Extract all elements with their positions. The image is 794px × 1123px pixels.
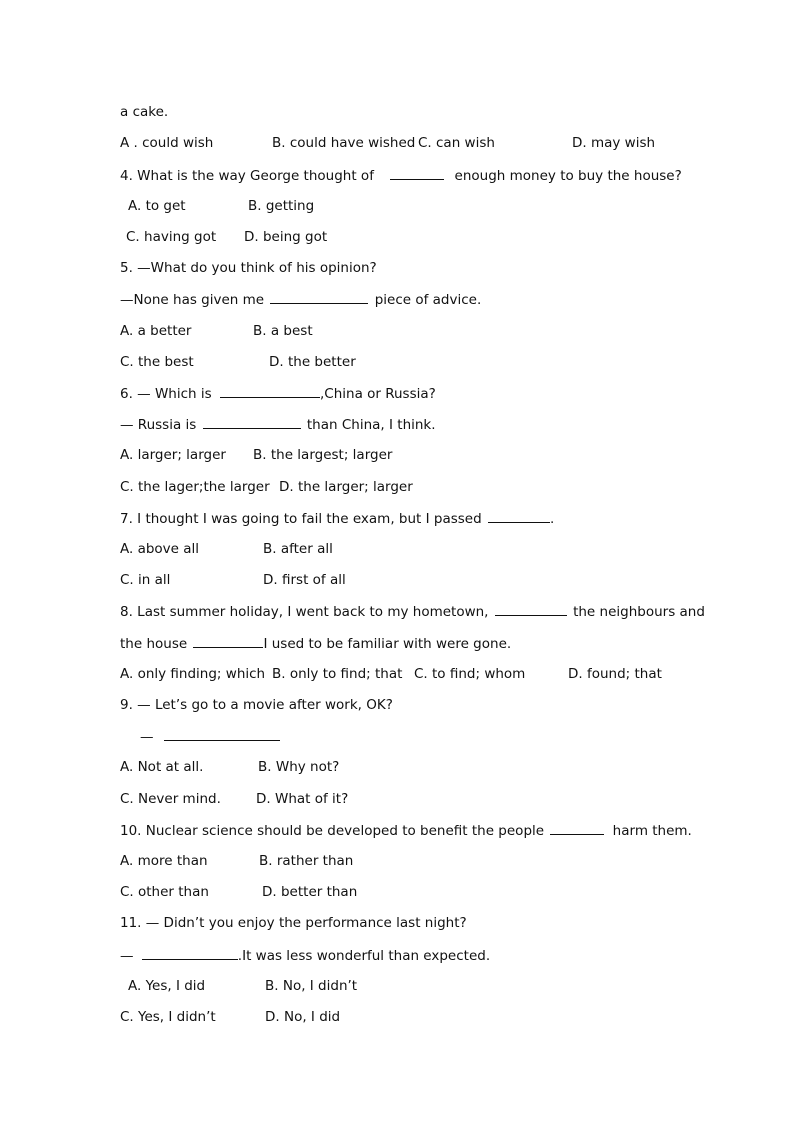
question-8-stem-line-1: [120, 602, 705, 621]
option-c: C. Never mind.: [120, 791, 221, 807]
question-9-stem: 9. — Let’s go to a movie after work, OK?: [120, 697, 393, 713]
option-a: A. a better: [120, 323, 192, 339]
option-d: D. better than: [262, 884, 358, 900]
stem-text: piece of advice.: [374, 292, 482, 308]
option-b: B. could have wished: [272, 135, 416, 151]
option-b: B. a best: [253, 323, 313, 339]
answer-blank: [270, 290, 368, 304]
answer-blank: [142, 946, 238, 960]
option-a: A. only finding; which: [120, 666, 266, 682]
stem-text: the neighbours and: [573, 604, 705, 620]
question-5-reply: [120, 290, 481, 309]
option-a: A. to get: [128, 198, 186, 214]
stem-text: 10. Nuclear science should be developed to benefit the people: [120, 823, 545, 839]
option-d: D. found; that: [568, 666, 662, 682]
option-d: D. What of it?: [256, 791, 349, 807]
option-b: B. the largest; larger: [253, 447, 393, 463]
answer-blank: [220, 384, 320, 398]
question-9-reply: [140, 727, 280, 746]
option-d: D. the better: [269, 354, 356, 370]
question-6-reply: [120, 415, 436, 434]
stem-text: .It was less wonderful than expected.: [237, 948, 491, 964]
stem-text: 6. — Which is: [120, 386, 212, 402]
option-d: D. No, I did: [265, 1009, 341, 1025]
stem-text: ,China or Russia?: [319, 386, 436, 402]
answer-blank: [164, 727, 280, 741]
option-c: C. Yes, I didn’t: [120, 1009, 216, 1025]
option-b: B. after all: [263, 541, 333, 557]
stem-text: than China, I think.: [306, 417, 436, 433]
question-11-stem: 11. — Didn’t you enjoy the performance last night?: [120, 915, 467, 931]
option-b: B. Why not?: [258, 759, 340, 775]
stem-text: enough money to buy the house?: [454, 168, 682, 184]
stem-text: harm them.: [612, 823, 692, 839]
question-11-reply: [120, 946, 490, 965]
question-8-stem-line-2: [120, 634, 511, 653]
option-a: A. above all: [120, 541, 200, 557]
stem-text: .: [549, 511, 555, 527]
option-b: B. rather than: [259, 853, 354, 869]
option-b: B. No, I didn’t: [265, 978, 358, 994]
option-a: A. Yes, I did: [128, 978, 206, 994]
option-c: C. other than: [120, 884, 209, 900]
stem-text: —: [120, 948, 134, 964]
option-a: A. Not at all.: [120, 759, 204, 775]
stem-text: the house: [120, 636, 188, 652]
option-c: C. to find; whom: [414, 666, 526, 682]
option-c: C. having got: [126, 229, 217, 245]
option-c: C. the best: [120, 354, 194, 370]
answer-blank: [193, 634, 263, 648]
option-d: D. the larger; larger: [279, 479, 413, 495]
option-d: D. being got: [244, 229, 328, 245]
option-c: C. in all: [120, 572, 171, 588]
option-a: A. larger; larger: [120, 447, 226, 463]
stem-text: 7. I thought I was going to fail the exam, but I passed: [120, 511, 482, 527]
question-10-stem: [120, 821, 692, 840]
stem-text: —: [140, 729, 154, 745]
answer-blank: [495, 602, 567, 616]
answer-blank: [203, 415, 301, 429]
stem-text: —None has given me: [120, 292, 265, 308]
option-d: D. first of all: [263, 572, 346, 588]
option-c: C. can wish: [418, 135, 495, 151]
answer-blank: [550, 821, 604, 835]
option-a: A . could wish: [120, 135, 214, 151]
question-5-stem: 5. —What do you think of his opinion?: [120, 260, 377, 276]
option-b: B. only to find; that: [272, 666, 403, 682]
text-line: a cake.: [120, 104, 169, 120]
question-4-stem: [120, 166, 682, 185]
answer-blank: [390, 166, 444, 180]
stem-text: — Russia is: [120, 417, 197, 433]
answer-blank: [488, 509, 550, 523]
option-b: B. getting: [248, 198, 315, 214]
option-a: A. more than: [120, 853, 208, 869]
question-6-stem: [120, 384, 436, 403]
stem-text: I used to be familiar with were gone.: [263, 636, 512, 652]
question-7-stem: [120, 509, 554, 528]
option-d: D. may wish: [572, 135, 656, 151]
stem-text: 4. What is the way George thought of: [120, 168, 374, 184]
option-c: C. the lager;the larger: [120, 479, 270, 495]
stem-text: 8. Last summer holiday, I went back to my hometown,: [120, 604, 489, 620]
